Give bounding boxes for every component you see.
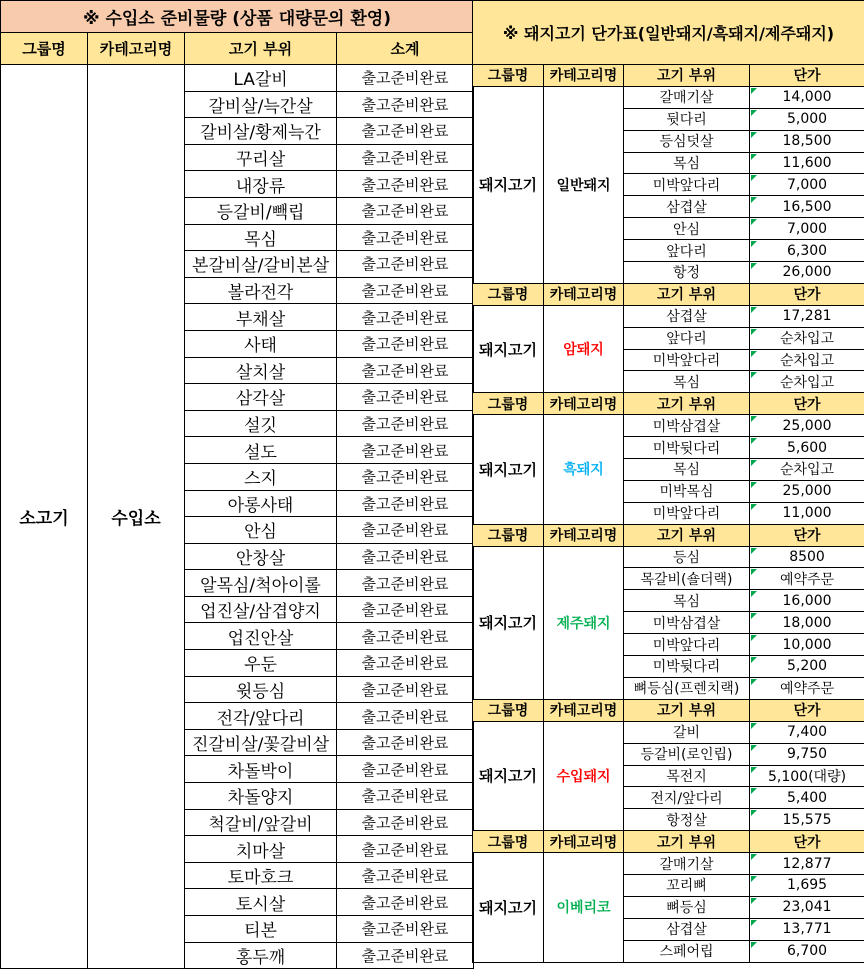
- beef-part-cell: 본갈비살/갈비본살: [185, 251, 337, 278]
- beef-part-cell: 내장류: [185, 171, 337, 198]
- beef-part-cell: 사태: [185, 330, 337, 357]
- stock-status-cell: 출고준비완료: [337, 836, 474, 863]
- pork-part-cell: 스페어립: [624, 940, 750, 962]
- price-cell: 순차입고: [750, 327, 864, 349]
- price-cell: 18,500: [750, 130, 864, 152]
- price-cell: 26,000: [750, 262, 864, 284]
- price-cell: 6,700: [750, 940, 864, 962]
- section-header-group: 그룹명: [473, 699, 544, 721]
- left-group-cell: 소고기: [1, 65, 88, 969]
- section-header-row: [473, 699, 864, 721]
- left-category-cell: 수입소: [88, 65, 185, 969]
- section-header-price: 단가: [750, 831, 864, 853]
- table-row: [473, 853, 864, 875]
- price-cell: 17,281: [750, 305, 864, 327]
- pork-part-cell: 삼겹살: [624, 305, 750, 327]
- stock-status-cell: 출고준비완료: [337, 783, 474, 810]
- pork-part-cell: 전지/앞다리: [624, 787, 750, 809]
- section-group-cell: 돼지고기: [473, 305, 544, 393]
- table-row: [473, 721, 864, 743]
- section-header-category: 카테고리명: [544, 283, 624, 305]
- section-header-row: [473, 65, 864, 87]
- stock-status-cell: 출고준비완료: [337, 144, 474, 171]
- stock-status-cell: 출고준비완료: [337, 384, 474, 411]
- right-title-row: [473, 1, 864, 65]
- price-cell: 14,000: [750, 86, 864, 108]
- stock-status-cell: 출고준비완료: [337, 517, 474, 544]
- section-category-cell: 흑돼지: [544, 415, 624, 524]
- section-header-price: 단가: [750, 65, 864, 87]
- beef-part-cell: 안창살: [185, 543, 337, 570]
- section-header-row: [473, 524, 864, 546]
- pork-part-cell: 미박목심: [624, 480, 750, 502]
- stock-status-cell: 출고준비완료: [337, 570, 474, 597]
- section-header-price: 단가: [750, 524, 864, 546]
- price-cell: 7,000: [750, 218, 864, 240]
- beef-part-cell: 등갈비/빽립: [185, 197, 337, 224]
- pork-part-cell: 삼겹살: [624, 196, 750, 218]
- section-group-cell: 돼지고기: [473, 721, 544, 830]
- left-header-row: [1, 33, 474, 65]
- section-header-price: 단가: [750, 699, 864, 721]
- pork-part-cell: 미박앞다리: [624, 634, 750, 656]
- section-header-part: 고기 부위: [624, 699, 750, 721]
- stock-status-cell: 출고준비완료: [337, 118, 474, 145]
- section-header-row: [473, 283, 864, 305]
- section-category-cell: 이베리코: [544, 853, 624, 962]
- beef-part-cell: 차돌박이: [185, 756, 337, 783]
- stock-status-cell: 출고준비완료: [337, 543, 474, 570]
- stock-status-cell: 출고준비완료: [337, 650, 474, 677]
- section-category-cell: 일반돼지: [544, 86, 624, 283]
- pork-part-cell: 뒷다리: [624, 108, 750, 130]
- price-cell: 순차입고: [750, 459, 864, 481]
- table-row: [473, 86, 864, 108]
- price-cell: 예약주문: [750, 677, 864, 699]
- beef-part-cell: 살치살: [185, 357, 337, 384]
- beef-part-cell: 부채살: [185, 304, 337, 331]
- section-header-group: 그룹명: [473, 283, 544, 305]
- left-header-group: 그룹명: [1, 33, 88, 65]
- table-row: [473, 305, 864, 327]
- stock-status-cell: 출고준비완료: [337, 862, 474, 889]
- beef-part-cell: 삼각살: [185, 384, 337, 411]
- beef-part-cell: 갈비살/황제늑간: [185, 118, 337, 145]
- beef-part-cell: 우둔: [185, 650, 337, 677]
- pork-part-cell: 목심: [624, 152, 750, 174]
- beef-part-cell: 윗등심: [185, 676, 337, 703]
- section-header-group: 그룹명: [473, 393, 544, 415]
- price-cell: 7,000: [750, 174, 864, 196]
- price-cell: 15,575: [750, 809, 864, 831]
- pork-part-cell: 미박뒷다리: [624, 656, 750, 678]
- beef-part-cell: 진갈비살/꽃갈비살: [185, 729, 337, 756]
- price-cell: 13,771: [750, 918, 864, 940]
- beef-part-cell: 볼라전각: [185, 277, 337, 304]
- price-cell: 16,500: [750, 196, 864, 218]
- stock-status-cell: 출고준비완료: [337, 65, 474, 92]
- left-title-row: [1, 1, 474, 33]
- pork-part-cell: 미박앞다리: [624, 349, 750, 371]
- stock-status-cell: 출고준비완료: [337, 251, 474, 278]
- section-header-group: 그룹명: [473, 65, 544, 87]
- pork-part-cell: 미박삼겹살: [624, 612, 750, 634]
- price-cell: 7,400: [750, 721, 864, 743]
- price-cell: 11,000: [750, 502, 864, 524]
- pork-part-cell: 미박뒷다리: [624, 437, 750, 459]
- price-cell: 25,000: [750, 415, 864, 437]
- pork-part-cell: 안심: [624, 218, 750, 240]
- stock-status-cell: 출고준비완료: [337, 809, 474, 836]
- price-cell: 10,000: [750, 634, 864, 656]
- beef-part-cell: 설깃: [185, 410, 337, 437]
- beef-part-cell: 티본: [185, 916, 337, 943]
- table-row: [1, 65, 474, 92]
- section-header-category: 카테고리명: [544, 524, 624, 546]
- pork-part-cell: 목심: [624, 590, 750, 612]
- stock-status-cell: 출고준비완료: [337, 91, 474, 118]
- pork-part-cell: 등갈비(로인립): [624, 743, 750, 765]
- stock-status-cell: 출고준비완료: [337, 224, 474, 251]
- stock-status-cell: 출고준비완료: [337, 463, 474, 490]
- left-header-category: 카테고리명: [88, 33, 185, 65]
- section-header-group: 그룹명: [473, 831, 544, 853]
- right-table-title: ※ 돼지고기 단가표(일반돼지/흑돼지/제주돼지): [473, 1, 864, 65]
- price-cell: 25,000: [750, 480, 864, 502]
- section-header-category: 카테고리명: [544, 699, 624, 721]
- stock-status-cell: 출고준비완료: [337, 490, 474, 517]
- section-header-part: 고기 부위: [624, 524, 750, 546]
- pork-part-cell: 미박앞다리: [624, 502, 750, 524]
- stock-status-cell: 출고준비완료: [337, 756, 474, 783]
- beef-part-cell: LA갈비: [185, 65, 337, 92]
- pork-part-cell: 등심덧살: [624, 130, 750, 152]
- section-category-cell: 제주돼지: [544, 546, 624, 699]
- beef-part-cell: 치마살: [185, 836, 337, 863]
- price-cell: 23,041: [750, 896, 864, 918]
- section-group-cell: 돼지고기: [473, 853, 544, 962]
- price-cell: 6,300: [750, 240, 864, 262]
- beef-part-cell: 안심: [185, 517, 337, 544]
- pork-part-cell: 앞다리: [624, 240, 750, 262]
- stock-status-cell: 출고준비완료: [337, 942, 474, 969]
- stock-status-cell: 출고준비완료: [337, 437, 474, 464]
- left-header-part: 고기 부위: [185, 33, 337, 65]
- price-cell: 순차입고: [750, 349, 864, 371]
- beef-part-cell: 토마호크: [185, 862, 337, 889]
- price-cell: 순차입고: [750, 371, 864, 393]
- section-header-category: 카테고리명: [544, 393, 624, 415]
- beef-part-cell: 목심: [185, 224, 337, 251]
- section-header-row: [473, 393, 864, 415]
- section-header-row: [473, 831, 864, 853]
- price-cell: 1,695: [750, 874, 864, 896]
- beef-part-cell: 스지: [185, 463, 337, 490]
- beef-part-cell: 꾸리살: [185, 144, 337, 171]
- stock-status-cell: 출고준비완료: [337, 197, 474, 224]
- section-group-cell: 돼지고기: [473, 546, 544, 699]
- stock-status-cell: 출고준비완료: [337, 277, 474, 304]
- section-group-cell: 돼지고기: [473, 415, 544, 524]
- section-header-group: 그룹명: [473, 524, 544, 546]
- price-cell: 16,000: [750, 590, 864, 612]
- price-cell: 18,000: [750, 612, 864, 634]
- pork-part-cell: 앞다리: [624, 327, 750, 349]
- price-cell: 5,100(대량): [750, 765, 864, 787]
- stock-status-cell: 출고준비완료: [337, 171, 474, 198]
- price-cell: 5,000: [750, 108, 864, 130]
- stock-status-cell: 출고준비완료: [337, 703, 474, 730]
- table-row: [473, 546, 864, 568]
- beef-part-cell: 알목심/척아이롤: [185, 570, 337, 597]
- pork-part-cell: 항정살: [624, 809, 750, 831]
- section-header-part: 고기 부위: [624, 283, 750, 305]
- section-header-part: 고기 부위: [624, 831, 750, 853]
- price-cell: 9,750: [750, 743, 864, 765]
- left-table-title: ※ 수입소 준비물량 (상품 대량문의 환영): [1, 1, 474, 33]
- section-header-category: 카테고리명: [544, 831, 624, 853]
- beef-part-cell: 전각/앞다리: [185, 703, 337, 730]
- beef-part-cell: 업진안살: [185, 623, 337, 650]
- stock-status-cell: 출고준비완료: [337, 330, 474, 357]
- pork-part-cell: 삼겹살: [624, 918, 750, 940]
- pork-part-cell: 목심: [624, 459, 750, 481]
- pork-part-cell: 뼈등심: [624, 896, 750, 918]
- price-cell: 5,400: [750, 787, 864, 809]
- left-header-stock: 소계: [337, 33, 474, 65]
- pork-part-cell: 목심: [624, 371, 750, 393]
- stock-status-cell: 출고준비완료: [337, 676, 474, 703]
- stock-status-cell: 출고준비완료: [337, 596, 474, 623]
- beef-part-cell: 설도: [185, 437, 337, 464]
- beef-part-cell: 척갈비/앞갈비: [185, 809, 337, 836]
- section-header-price: 단가: [750, 283, 864, 305]
- pork-part-cell: 목갈비(숄더랙): [624, 568, 750, 590]
- pork-part-cell: 등심: [624, 546, 750, 568]
- pork-part-cell: 갈매기살: [624, 86, 750, 108]
- section-header-part: 고기 부위: [624, 393, 750, 415]
- pork-part-cell: 항정: [624, 262, 750, 284]
- section-category-cell: 암돼지: [544, 305, 624, 393]
- table-row: [473, 415, 864, 437]
- pork-part-cell: 미박앞다리: [624, 174, 750, 196]
- price-cell: 8500: [750, 546, 864, 568]
- pork-part-cell: 목전지: [624, 765, 750, 787]
- stock-status-cell: 출고준비완료: [337, 916, 474, 943]
- section-header-category: 카테고리명: [544, 65, 624, 87]
- price-cell: 11,600: [750, 152, 864, 174]
- stock-status-cell: 출고준비완료: [337, 410, 474, 437]
- stock-status-cell: 출고준비완료: [337, 304, 474, 331]
- section-group-cell: 돼지고기: [473, 86, 544, 283]
- stock-status-cell: 출고준비완료: [337, 889, 474, 916]
- stock-status-cell: 출고준비완료: [337, 357, 474, 384]
- price-cell: 12,877: [750, 853, 864, 875]
- pork-price-table: [472, 0, 864, 963]
- pork-part-cell: 갈비: [624, 721, 750, 743]
- beef-part-cell: 홍두깨: [185, 942, 337, 969]
- stock-status-cell: 출고준비완료: [337, 729, 474, 756]
- beef-part-cell: 토시살: [185, 889, 337, 916]
- beef-part-cell: 아롱사태: [185, 490, 337, 517]
- section-header-price: 단가: [750, 393, 864, 415]
- beef-part-cell: 차돌양지: [185, 783, 337, 810]
- pork-part-cell: 꼬리뼈: [624, 874, 750, 896]
- beef-part-cell: 업진살/삼겹양지: [185, 596, 337, 623]
- price-cell: 예약주문: [750, 568, 864, 590]
- price-cell: 5,200: [750, 656, 864, 678]
- pork-part-cell: 갈매기살: [624, 853, 750, 875]
- pork-part-cell: 뼈등심(프렌치랙): [624, 677, 750, 699]
- stock-status-cell: 출고준비완료: [337, 623, 474, 650]
- price-cell: 5,600: [750, 437, 864, 459]
- beef-part-cell: 갈비살/늑간살: [185, 91, 337, 118]
- section-header-part: 고기 부위: [624, 65, 750, 87]
- section-category-cell: 수입돼지: [544, 721, 624, 830]
- pork-part-cell: 미박삼겹살: [624, 415, 750, 437]
